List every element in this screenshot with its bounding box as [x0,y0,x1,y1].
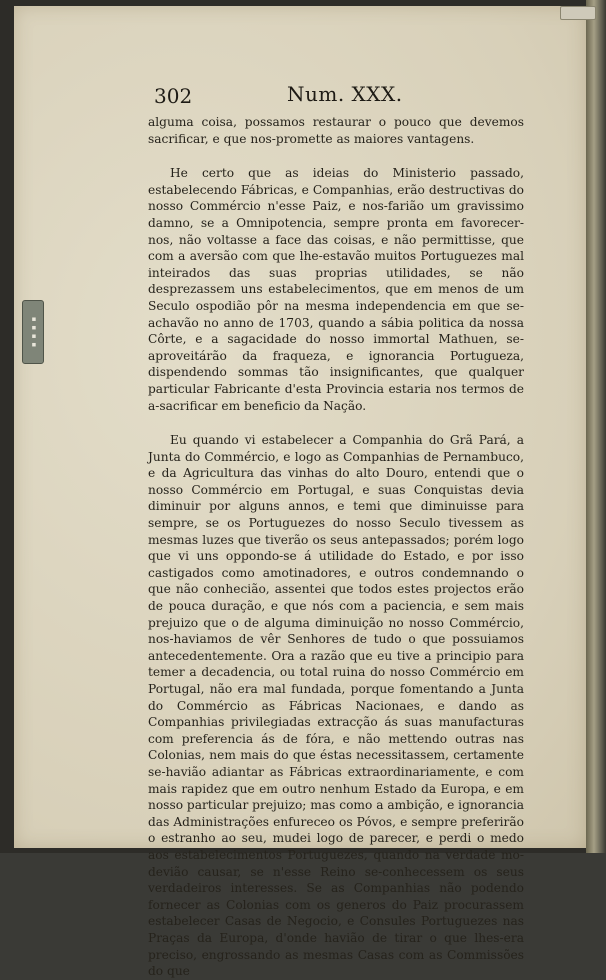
catalog-tag [560,6,596,20]
page-number: 302 [154,84,193,108]
side-bookmark-tab: ▪▪▪▪ [22,300,44,364]
paragraph-continuation: alguma coisa, possamos restaurar o pouco que devemos sacrificar, e que nos-promette as maiores vantagens. [148,115,524,146]
paragraph: Eu quando vi estabelecer a Companhia do Grã Pará, a Junta do Commércio, e logo as Companhias de Pernambuco, e da Agricultura das vinhas do alto Douro, entendi que o nosso Commércio em Portugal, e suas Conquistas devia diminuir por alguns annos, e temi que diminuisse para sempre, se os Portuguezes do nosso Seculo tivessem as mesmas luzes que tiverão os seus antepassados; porém logo que vi uns oppondo-se á utilidade do Estado, e por isso castigados como amotinadores, e outros condemnando o que não conhecião, assentei que todos estes projectos erão de pouca duração, e que nós com a paciencia, e sem mais prejuizo que o de alguma diminuição no nosso Commércio, nos-haviamos de vêr Senhores de tudo o que possuiamos antecedentemente. Ora a razão que eu tive a principio para temer a decadencia, ou total ruina do nosso Commércio em Portugal, não era mal fundada, porque fomentando a Junta do Commércio as Fábricas Nacionaes, e dando as Companhias privilegiadas extracção ás suas manufacturas com preferencia ás de fóra, e não mettendo outras nas Colonias, nem mais do que éstas necessitassem, certamente se-havião adiantar as Fábricas extraordinariamente, e com mais rapidez que em outro nenhum Estado da Europa, e em nosso particular prejuizo; mas como a ambição, e ignorancia das Administrações enfureceo os Póvos, e sempre preferirão o estranho ao seu, mudei logo de parecer, e perdi o medo aos estabelecimentos Portuguezes, quando na verdade mo-devião causar, se n'esse Reino se-conhecessem os seus verdadeiros interesses. Se as Companhias não podendo fornecer as Colonias com os generos do Paiz procurassem estabelecer Casas de Negocio, e Consules Portuguezes nas Praças da Europa, d'onde havião de tirar o que lhes-era preciso, engrossando as mesmas Casas com as Commissões do que [148,433,524,979]
book-edge [586,0,606,853]
body-text [148,114,524,980]
paragraph: He certo que as ideias do Ministerio passado, estabelecendo Fábricas, e Companhias, erão destructivas do nosso Commércio n'esse Paiz, e nos-farião um gravissimo damno, se a Omnipotencia, sempre pronta em favorecer-nos, não voltasse a face das coisas, e não permittisse, que com a aversão com que lhe-estavão muitos Portuguezes mal inteirados das suas proprias utilidades, se não desprezassem uns estabelecimentos, que em menos de um Seculo ospodião pôr na mesma independencia em que se-achavão no anno de 1703, quando a sábia politica da nossa Côrte, e a sagacidade do nosso immortal Mathuen, se-aproveitárão da fraqueza, e ignorancia Portugueza, dispendendo sommas tão insignificantes, que qualquer particular Fabricante d'esta Provincia estaria nos termos de a-sacrificar em beneficio da Nação. [148,166,524,413]
running-head: Num. XXX. [287,82,403,106]
